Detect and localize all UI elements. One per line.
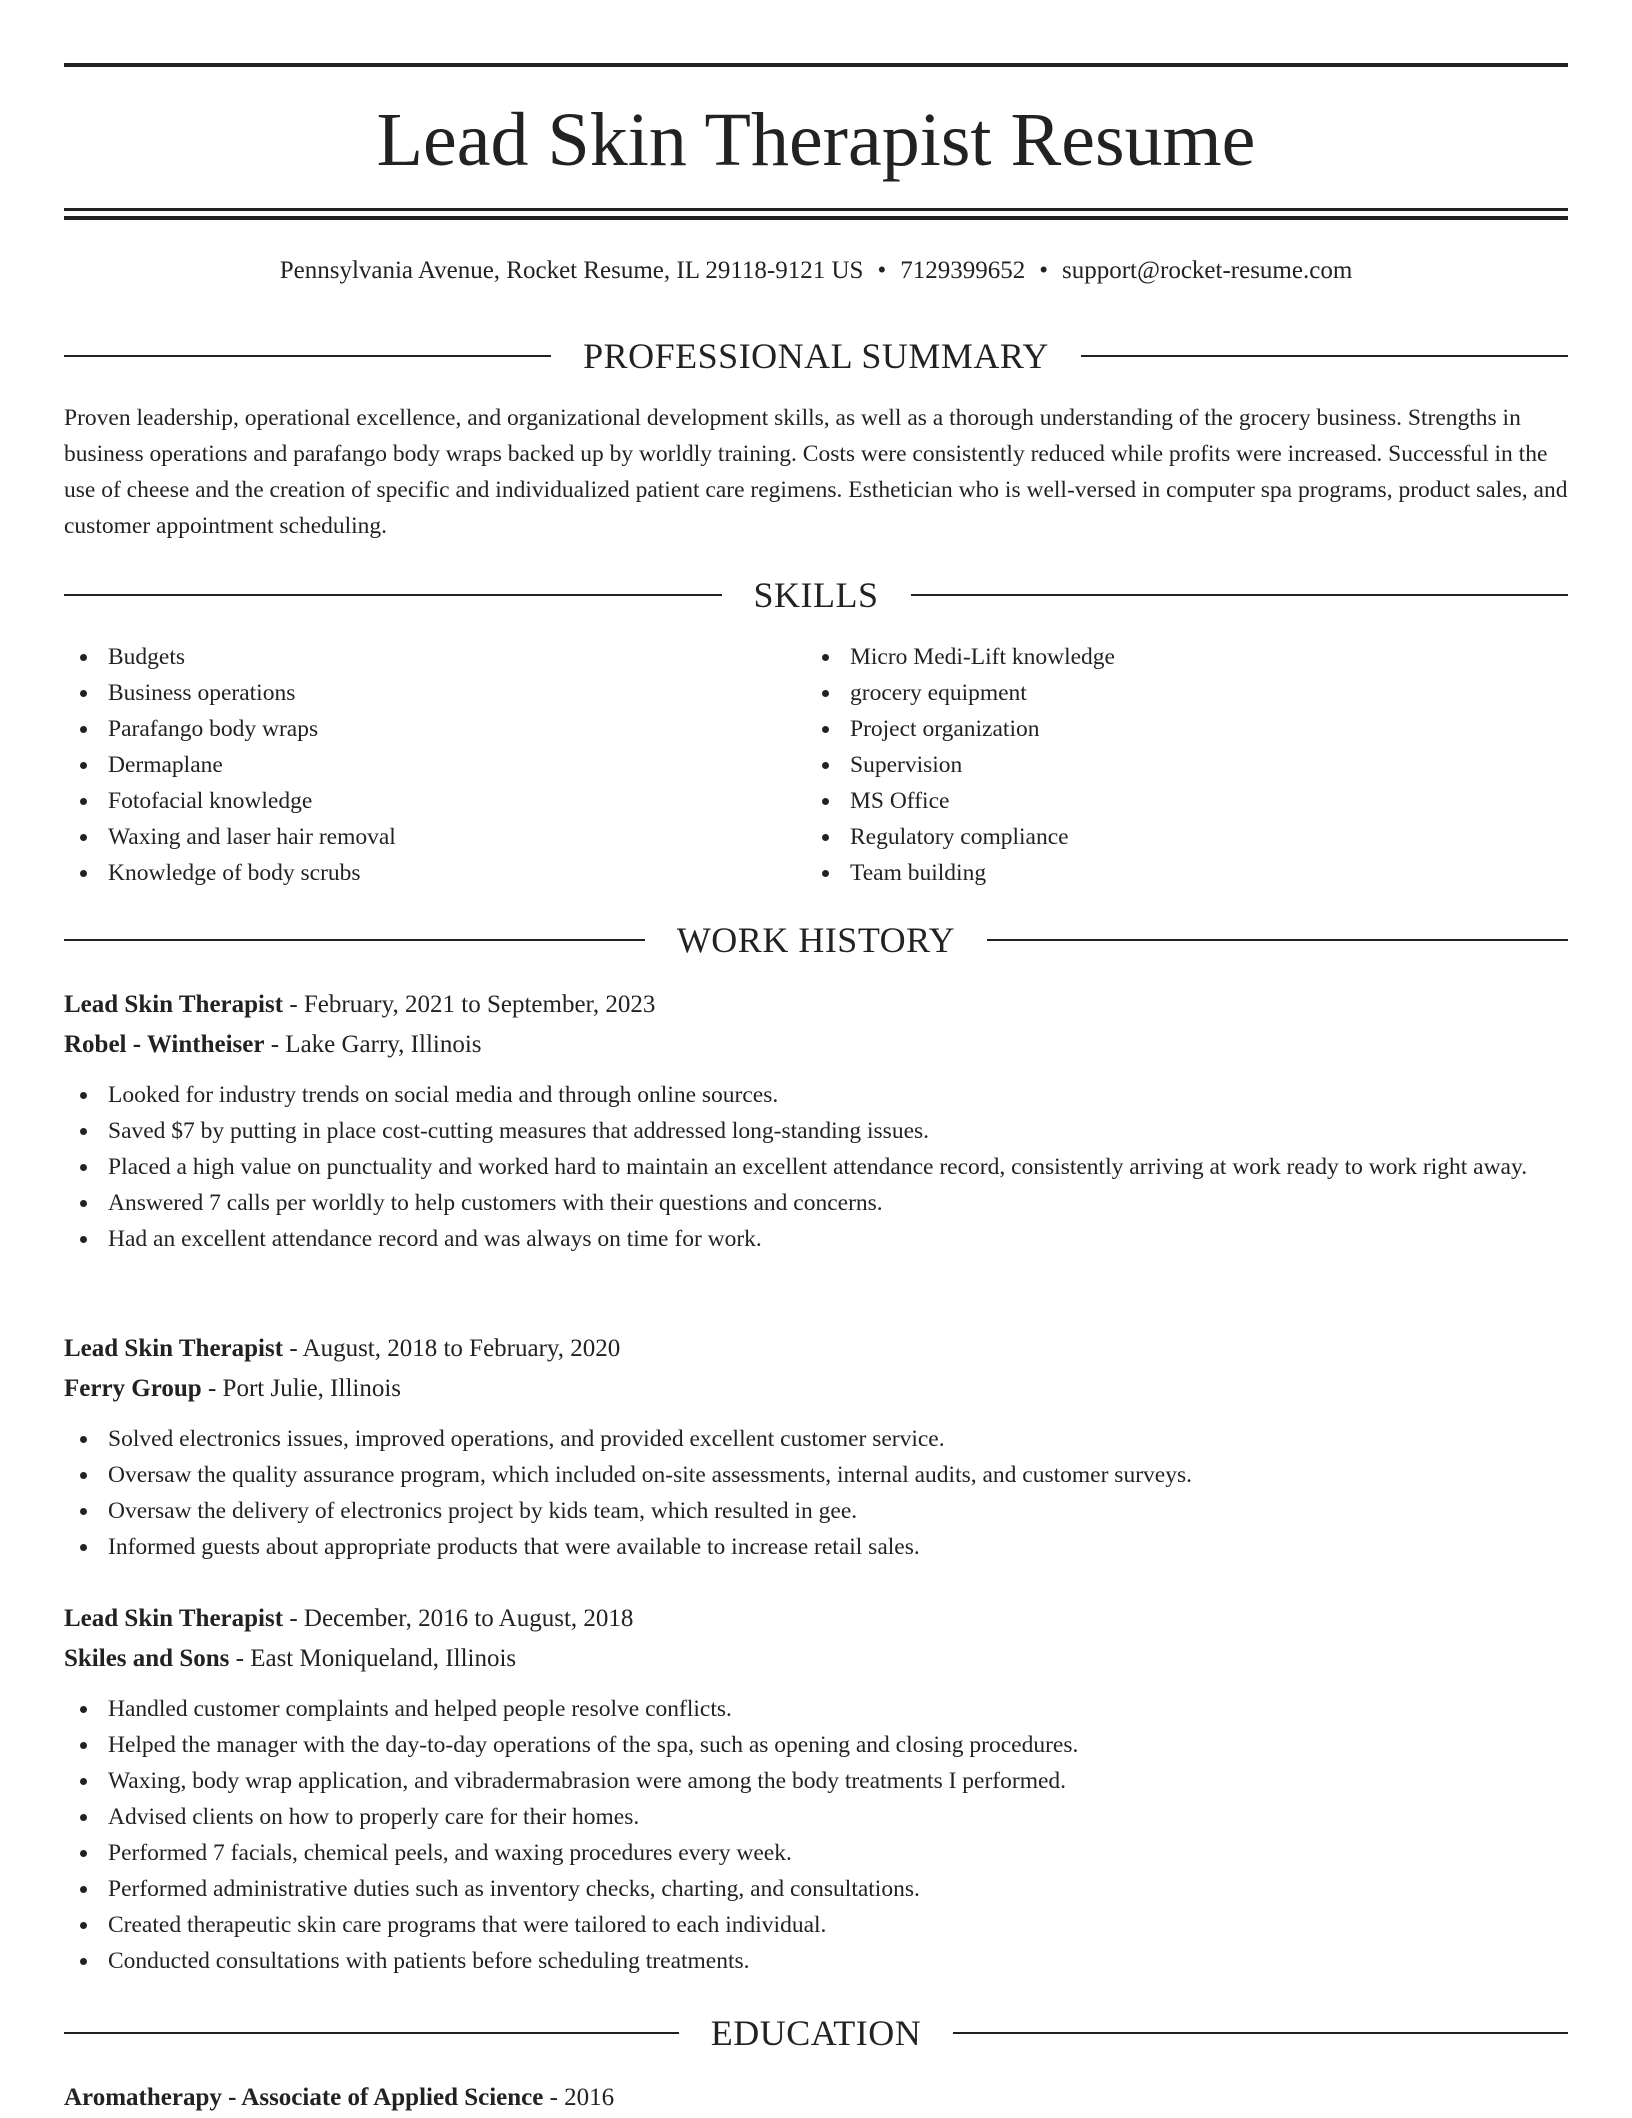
divider-line: [953, 2032, 1568, 2034]
job-company-line: [64, 1639, 1568, 1679]
skill-item: Business operations: [64, 675, 804, 711]
skill-item: Knowledge of body scrubs: [64, 855, 804, 891]
section-heading-work-history: [64, 920, 1568, 960]
section-title: EDUCATION: [710, 2013, 922, 2053]
contact-separator: •: [877, 257, 887, 284]
job-bullet: Oversaw the delivery of electronics project by kids team, which resulted in gee.: [64, 1493, 1568, 1529]
job-bullet: Helped the manager with the day-to-day operations of the spa, such as opening and closing procedures.: [64, 1727, 1568, 1763]
skill-item: Supervision: [806, 747, 1566, 783]
job-bullet: Handled customer complaints and helped people resolve conflicts.: [64, 1691, 1568, 1727]
job-title: Lead Skin Therapist: [64, 991, 284, 1018]
job-company-line: [64, 1025, 1568, 1065]
job-entry: [64, 1599, 1568, 1979]
contact-separator: •: [1039, 257, 1048, 284]
contact-address: Pennsylvania Avenue, Rocket Resume, IL 29118-9121 US: [279, 257, 864, 284]
divider-line: [64, 355, 551, 357]
job-dates: - August, 2018 to February, 2020: [283, 1335, 621, 1362]
job-bullet: Informed guests about appropriate products that were available to increase retail sales.: [64, 1529, 1568, 1565]
resume-title: Lead Skin Therapist Resume: [376, 98, 1256, 182]
job-bullet: Conducted consultations with patients before scheduling treatments.: [64, 1943, 1568, 1979]
section-title: SKILLS: [753, 575, 879, 615]
job-bullet: Waxing, body wrap application, and vibradermabrasion were among the body treatments I performed.: [64, 1763, 1568, 1799]
job-bullet: Performed 7 facials, chemical peels, and waxing procedures every week.: [64, 1835, 1568, 1871]
divider-line: [987, 939, 1568, 941]
skill-item: Budgets: [64, 639, 804, 675]
skill-item: Parafango body wraps: [64, 711, 804, 747]
job-bullet: Performed administrative duties such as inventory checks, charting, and consultations.: [64, 1871, 1568, 1907]
job-title: Lead Skin Therapist: [64, 1335, 284, 1362]
section-title: PROFESSIONAL SUMMARY: [583, 336, 1049, 376]
skill-item: Regulatory compliance: [806, 819, 1566, 855]
contact-line: [64, 254, 1568, 288]
job-title: Lead Skin Therapist: [64, 1605, 284, 1632]
job-bullet: Had an excellent attendance record and was always on time for work.: [64, 1221, 1568, 1257]
header-rule-upper: [64, 208, 1568, 211]
skills-list-right: [806, 639, 1566, 891]
divider-line: [64, 939, 645, 941]
divider-line: [64, 2032, 679, 2034]
skill-item: Waxing and laser hair removal: [64, 819, 804, 855]
job-title-line: [64, 1329, 1568, 1369]
skill-item: Fotofacial knowledge: [64, 783, 804, 819]
job-bullets: [64, 1691, 1568, 1979]
divider-line: [1081, 355, 1568, 357]
header-rule-lower: [64, 216, 1568, 220]
skill-item: grocery equipment: [806, 675, 1566, 711]
job-dates: - February, 2021 to September, 2023: [283, 991, 656, 1018]
job-bullet: Created therapeutic skin care programs that were tailored to each individual.: [64, 1907, 1568, 1943]
job-location: - Lake Garry, Illinois: [264, 1031, 482, 1058]
job-bullet: Looked for industry trends on social media and through online sources.: [64, 1077, 1568, 1113]
job-entry: [64, 985, 1568, 1257]
job-bullet: Placed a high value on punctuality and worked hard to maintain an excellent attendance record, consistently arriving at work ready to work right away.: [64, 1149, 1568, 1185]
skill-item: Project organization: [806, 711, 1566, 747]
divider-line: [64, 594, 722, 596]
job-dates: - December, 2016 to August, 2018: [283, 1605, 634, 1632]
job-bullet: Saved $7 by putting in place cost-cutting measures that addressed long-standing issues.: [64, 1113, 1568, 1149]
skill-item: MS Office: [806, 783, 1566, 819]
skill-item: Micro Medi-Lift knowledge: [806, 639, 1566, 675]
job-bullet: Oversaw the quality assurance program, which included on-site assessments, internal audits, and customer surveys.: [64, 1457, 1568, 1493]
section-title: WORK HISTORY: [676, 920, 956, 960]
skill-item: Dermaplane: [64, 747, 804, 783]
education-entry: [64, 2078, 1568, 2118]
job-company-line: [64, 1369, 1568, 1409]
education-year: - 2016: [543, 2084, 615, 2111]
job-bullets: [64, 1077, 1568, 1257]
job-company: Skiles and Sons: [64, 1645, 230, 1672]
job-bullet: Answered 7 calls per worldly to help customers with their questions and concerns.: [64, 1185, 1568, 1221]
education-degree: Aromatherapy - Associate of Applied Science: [64, 2084, 544, 2111]
job-bullet: Solved electronics issues, improved operations, and provided excellent customer service.: [64, 1421, 1568, 1457]
divider-line: [911, 594, 1569, 596]
section-heading-summary: [64, 336, 1568, 376]
job-title-line: [64, 985, 1568, 1025]
job-location: - Port Julie, Illinois: [201, 1375, 402, 1402]
section-heading-education: [64, 2013, 1568, 2053]
contact-phone: 7129399652: [900, 257, 1026, 284]
job-bullet: Advised clients on how to properly care for their homes.: [64, 1799, 1568, 1835]
job-title-line: [64, 1599, 1568, 1639]
job-location: - East Moniqueland, Illinois: [229, 1645, 517, 1672]
job-company: Robel - Wintheiser: [64, 1031, 265, 1058]
contact-email: support@rocket-resume.com: [1061, 257, 1353, 284]
skill-item: Team building: [806, 855, 1566, 891]
job-company: Ferry Group: [64, 1375, 202, 1402]
job-bullets: [64, 1421, 1568, 1565]
summary-text: Proven leadership, operational excellence, and organizational development skills, as well as a thorough understanding of the grocery business. Strengths in business operations and parafango body wraps backed up by worldly training. Costs were consistently reduced while profits were increased. Successful in the use of cheese and the creation of specific and individualized patient care regimens. Esthetician who is well-versed in computer spa programs, product sales, and customer appointment scheduling.: [64, 405, 1568, 539]
skills-list-left: [64, 639, 804, 891]
section-heading-skills: [64, 575, 1568, 615]
top-rule: [64, 63, 1568, 67]
job-entry: [64, 1329, 1568, 1565]
